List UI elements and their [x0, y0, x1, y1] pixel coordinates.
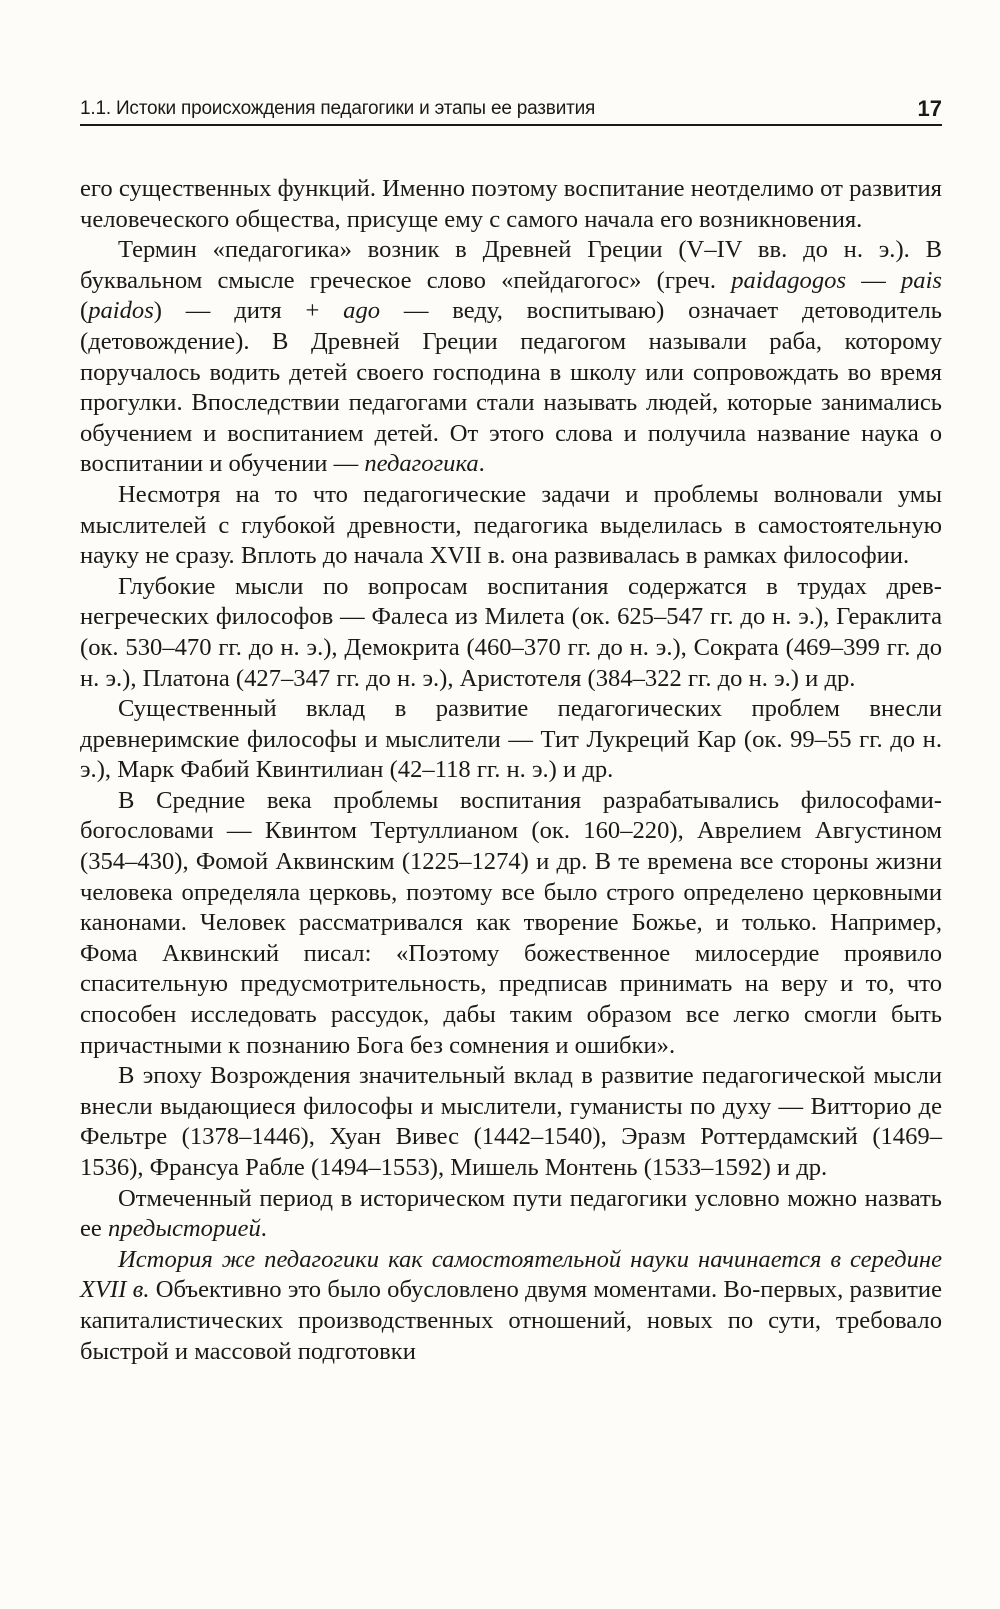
p2-text-6: .: [478, 450, 485, 478]
header-title: 1.1. Истоки происхождения педагогики и этапы ее развития: [80, 98, 596, 119]
page-number: 17: [917, 96, 942, 121]
paragraph-9: [80, 1245, 942, 1367]
p8-term-predystoriya: предысторией: [107, 1215, 261, 1243]
p2-text-4: ) — дитя +: [153, 297, 344, 325]
paragraph-2: [80, 235, 942, 480]
paragraph-8: [80, 1184, 942, 1245]
p2-term-paidos: paidos: [88, 297, 154, 325]
p2-text-2: —: [846, 266, 901, 294]
p2-term-pais: pais: [901, 266, 942, 294]
p2-term-ago: ago: [343, 297, 381, 325]
p8-text-1: Отмеченный период в историческом пути педагогики условно можно назвать ее: [80, 1184, 942, 1243]
paragraph-6: В Средние века проблемы воспитания разрабатывались философами-богословами — Квинтом Тертуллианом (ок. 160–220), Аврелием Августином (354–430), Фомой Аквинским (1225–1274) и др. В те времена все стороны жизни человека определяла церковь, поэтому все было строго определено церковными канонами. Человек рассматривался как творение Божье, и только. Например, Фома Аквинский писал: «Поэтому божественное милосердие проявило спасительную предусмотрительность, предписав принимать на веру и то, что способен исследовать рассудок, дабы таким образом все легко смогли быть причастными к познанию Бога без сомнения и ошибки».: [80, 786, 942, 1059]
paragraph-5: Существенный вклад в развитие педагогических проблем внесли древнеримские философы и мыслители — Тит Лукреций Кар (ок. 99–55 гг. до н. э.), Марк Фабий Квинтилиан (42–118 гг. н. э.) и др.: [80, 695, 942, 784]
p8-text-2: .: [260, 1215, 267, 1243]
paragraph-7: В эпоху Возрождения значительный вклад в развитие педагогической мысли внесли выдающиеся философы и мыслители, гуманисты по духу — Витторио де Фельтре (1378–1446), Хуан Вивес (1442–1540), Эразм Роттердамский (1469–1536), Франсуа Рабле (1494–1553), Мишель Монтень (1533–1592) и др.: [80, 1062, 942, 1181]
p2-text-5: — веду, воспитываю) означает детоводитель (детовождение). В Древней Греции педагогом называли раба, которому поручалось водить детей своего господина в школу или сопровождать во время прогулки. Впоследствии педагогами стали называть людей, которые занимались обучением и воспитанием детей. От этого слова и получила название наука о воспитании и обучении —: [80, 297, 942, 478]
p2-term-paidagogos: paidagogos: [731, 266, 847, 294]
paragraph-3: Несмотря на то что педагогические задачи и проблемы волновали умы мыслителей с глубокой древности, педагогика выделилась в самостоятельную науку не сразу. Вплоть до начала XVII в. она развивалась в рамках философии.: [80, 480, 942, 570]
p9-text-1: Объективно это было обусловлено двумя моментами. Во-первых, развитие капиталистических производственных отношений, новых по сути, требовало быстрой и массовой подготовки: [80, 1276, 943, 1365]
p2-text-1: Термин «педагогика» возник в Древней Греции (V–IV вв. до н. э.). В буквальном смысле греческое слово «пейдагогос» (греч.: [80, 236, 942, 294]
p2-term-pedagogika: педагогика: [364, 450, 479, 478]
paragraph-1: его существенных функций. Именно поэтому воспитание неотделимо от развития человеческого общества, присуще ему с самого начала его возникновения.: [80, 175, 942, 233]
p2-text-3: (: [80, 297, 89, 325]
body-text: [80, 174, 942, 1367]
paragraph-4: Глубокие мысли по вопросам воспитания содержатся в трудах древнегреческих философов — Фалеса из Милета (ок. 625–547 гг. до н. э.), Гераклита (ок. 530–470 гг. до н. э.), Демокрита (460–370 гг. до н. э.), Сократа (469–399 гг. до н. э.), Платона (427–347 гг. до н. э.), Аристотеля (384–322 гг. до н. э.) и др.: [80, 572, 942, 692]
p9-emphasis: История же педагогики как самостоятельной науки начинается в середине XVII в.: [80, 1245, 942, 1304]
running-header: [80, 90, 942, 126]
